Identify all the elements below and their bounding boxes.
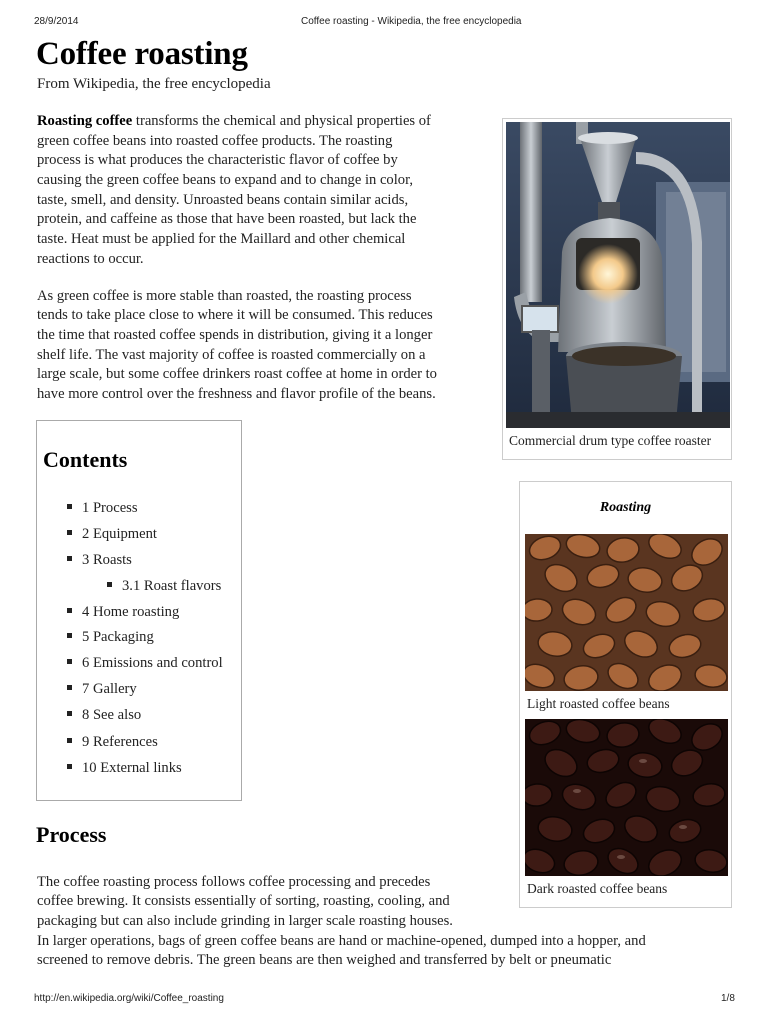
text-line: reactions to occur. [37,251,144,267]
toc-item[interactable]: 5 Packaging [67,629,154,646]
toc-item[interactable]: 9 References [67,734,158,751]
text-line: tends to take place close to where it will be consumed. This reduces [37,307,433,323]
print-url: http://en.wikipedia.org/wiki/Coffee_roasting [34,993,224,1004]
section-heading-process: Process [36,822,107,847]
page-title: Coffee roasting [36,36,248,72]
text-line: shelf life. The vast majority of coffee is roasted commercially on a [37,347,426,363]
text-line: taste, smell, and density. Unroasted beans contain similar acids, [37,192,409,208]
toc-item[interactable]: 10 External links [67,760,182,777]
bullet-icon [67,608,72,613]
print-date: 28/9/2014 [34,16,79,27]
text-line: The coffee roasting process follows coffee processing and precedes [37,874,431,890]
toc-item[interactable]: 2 Equipment [67,526,157,543]
roasting-infobox [519,481,732,908]
light-roasted-beans-photo [525,534,728,691]
page-subtitle: From Wikipedia, the free encyclopedia [37,76,271,92]
dark-roasted-beans-photo [525,719,728,876]
coffee-roaster-photo [506,122,730,428]
roaster-caption: Commercial drum type coffee roaster [509,433,712,448]
bullet-icon [67,685,72,690]
toc-item[interactable]: 1 Process [67,500,138,517]
infobox-title: Roasting [599,500,652,515]
roaster-figure [502,118,732,460]
text-line: Roasting coffee transforms the chemical and physical properties of [37,113,431,129]
text-line: As green coffee is more stable than roasted, the roasting process [37,288,412,304]
bullet-icon [67,764,72,769]
toc-heading: Contents [43,447,128,472]
text-line: large scale, but some coffee drinkers roast coffee at home in order to [37,366,437,382]
text-line: screened to remove debris. The green beans are then weighed and transferred by belt or pneumatic [37,952,612,968]
bullet-icon [67,711,72,716]
bullet-icon [67,738,72,743]
bullet-icon [107,582,112,587]
text-line: process is what produces the characteristic flavor of coffee by [37,152,398,168]
dark-roast-caption: Dark roasted coffee beans [527,881,668,896]
text-line: taste. Heat must be applied for the Maillard and other chemical [37,231,406,247]
toc-item[interactable]: 8 See also [67,707,141,724]
bullet-icon [67,633,72,638]
bullet-icon [67,504,72,509]
text-line: protein, and caffeine as those that have been roasted, but lack the [37,211,417,227]
light-roast-caption: Light roasted coffee beans [527,696,670,711]
toc-item[interactable]: 7 Gallery [67,681,137,698]
text-line: coffee brewing. It consists essentially of sorting, roasting, cooling, and [37,893,450,909]
text-line: packaging but can also include grinding in larger scale roasting houses. [37,913,453,929]
toc-item[interactable]: 3 Roasts [67,552,132,569]
toc-item[interactable]: 6 Emissions and control [67,655,223,672]
text-line: In larger operations, bags of green coffee beans are hand or machine-opened, dumped into a hopper, and [37,933,646,949]
text-line: causing the green coffee beans to expand and to change in color, [37,172,414,188]
print-page-title: Coffee roasting - Wikipedia, the free encyclopedia [301,16,522,27]
intro-bold-term: Roasting coffee [37,113,133,129]
bullet-icon [67,556,72,561]
text-line: green coffee beans into roasted coffee products. The roasting [37,133,393,149]
text-line: have more control over the freshness and flavor profile of the beans. [37,386,436,402]
text-line: the time that roasted coffee spends in distribution, giving it a longer [37,327,433,343]
print-page-number: 1/8 [721,993,735,1004]
table-of-contents [36,420,242,801]
bullet-icon [67,530,72,535]
toc-subitem[interactable]: 3.1 Roast flavors [107,578,221,595]
bullet-icon [67,659,72,664]
toc-item[interactable]: 4 Home roasting [67,604,179,621]
